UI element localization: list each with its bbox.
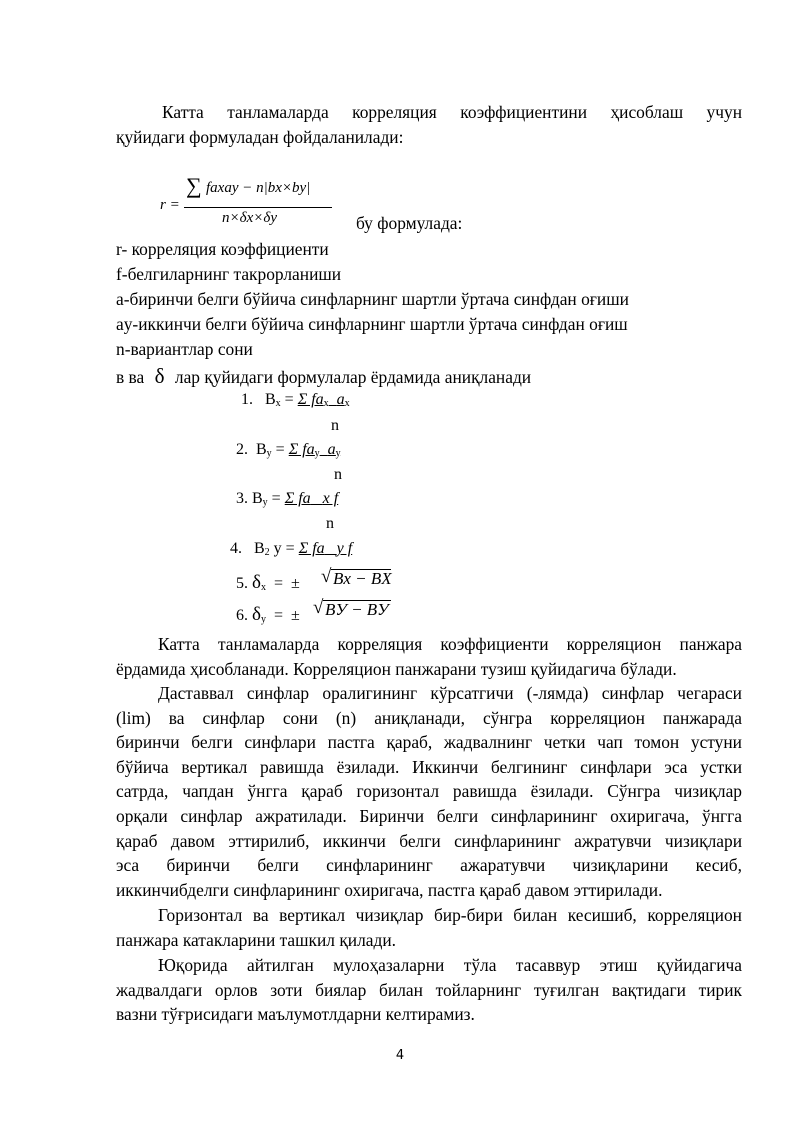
paragraph-correlation-grid — [116, 632, 742, 681]
paragraph-grid-construction — [116, 681, 742, 902]
paragraph-line: эса биринчи белги синфларининг ажаратувчи чизиқларини кесиб, — [116, 855, 742, 876]
formula-1-top-sub: x — [323, 398, 329, 409]
formula-2-eq: = — [275, 441, 285, 458]
intro-line-2: қуйидаги формуладан фойдаланилади: — [116, 126, 404, 147]
formula-numerator: faxay − n|bx×by| — [206, 180, 311, 196]
formula-4-number: 4. — [230, 540, 242, 557]
paragraph-grid-cells — [116, 903, 742, 952]
intro-line-1: Катта танламаларда корреляция коэффициентини ҳисоблаш учун — [162, 102, 742, 122]
formula-5-number: 5. — [236, 575, 248, 592]
formula-after-text: бу формулада: — [356, 213, 463, 233]
formula-5-eq: = — [273, 575, 283, 592]
formula-2-lhs-sub: y — [266, 448, 272, 459]
formula-lhs: r = — [160, 197, 180, 213]
formula-2-denominator: n — [334, 466, 342, 483]
formula-2-top2: a — [327, 441, 336, 458]
formula-6-number: 6. — [236, 607, 248, 624]
definition-a: a-биринчи белги бўйича синфларнинг шартли ўртача синфдан оғиши — [116, 289, 629, 309]
formula-3-eq: = — [271, 490, 281, 507]
paragraph-line: ёрдамида ҳисобланади. Корреляцион панжарани тузиш қуйидагича бўлади. — [116, 658, 677, 679]
formula-5-lhs-sub: x — [260, 582, 266, 593]
formula-2-number: 2. — [236, 441, 248, 458]
formula-1-number: 1. — [241, 391, 253, 408]
formula-3-lhs-sub: y — [262, 497, 268, 508]
formula-5-sqrt-icon: √ — [321, 566, 332, 587]
paragraph-line: жадвалдаги орлов зоти биялар билан тойларнинг туғилган вақтидаги тирик — [116, 979, 742, 1000]
paragraph-example-data — [116, 953, 742, 1027]
paragraph-line: Катта танламаларда корреляция коэффициенти корреляцион панжара — [158, 634, 742, 654]
formula-4-top2: y f — [336, 540, 353, 557]
formula-5-lhs: δ — [252, 572, 261, 593]
formula-2-top-sub: y — [314, 448, 320, 459]
formula-3-lhs: B — [252, 490, 263, 507]
formula-6-lhs: δ — [252, 604, 261, 625]
formula-1-top: Σ fa — [297, 391, 324, 408]
formula-sum-symbol: ∑ — [186, 173, 202, 198]
formula-1-denominator: n — [331, 417, 339, 434]
bva-prefix: в ва — [116, 367, 145, 387]
formula-4-lhs2: y — [273, 540, 282, 557]
definition-ay: ay-иккинчи белги бўйича синфларнинг шартли ўртача синфдан оғиш — [116, 314, 628, 334]
paragraph-line: Юқорида айтилган мулоҳазаларни тўла тасаввур этиш қуйидагича — [158, 955, 742, 975]
definition-f: f-белгиларнинг такрорланиши — [116, 264, 342, 284]
definition-r: r- корреляция коэффициенти — [116, 239, 329, 259]
formula-2-lhs: B — [256, 441, 267, 458]
formula-2-top: Σ fa — [288, 441, 315, 458]
paragraph-line: қараб давом эттирилиб, иккинчи белги синфларининг ажратувчи чизиқлари — [116, 830, 742, 851]
formula-6-eq: = — [273, 607, 283, 624]
formula-5-pm: ± — [290, 575, 300, 592]
formula-3-top2: x f — [322, 490, 339, 507]
paragraph-line: сатрда, чапдан ўнгга қараб горизонтал равишда ёзилади. Сўнгра чизиқлар — [116, 781, 742, 802]
bva-suffix: лар қуйидаги формулалар ёрдамида аниқланади — [174, 367, 532, 387]
page-number: 4 — [395, 1048, 405, 1063]
formula-1-lhs: B — [265, 391, 276, 408]
formula-3-top: Σ fa — [284, 490, 311, 507]
formula-4-eq: = — [285, 540, 295, 557]
paragraph-line: иккинчибделги синфларининг охиригача, пастга қараб давом эттирилади. — [116, 879, 663, 900]
paragraph-line: орқали синфлар ажратилади. Биринчи белги синфларининг охиригача, ўнгга — [116, 805, 742, 826]
paragraph-line: (lim) ва синфлар сони (n) аниқланади, сўнгра корреляцион панжарада — [116, 707, 742, 728]
intro-paragraph — [116, 100, 742, 149]
paragraph-line: бўйича вертикал равишда ёзилади. Иккинчи белгининг синфлари эса устки — [116, 756, 742, 777]
formula-1-lhs-sub: x — [275, 398, 281, 409]
formula-1-top2-sub: x — [344, 398, 350, 409]
formula-6-pm: ± — [290, 607, 300, 624]
b-and-delta-line — [116, 364, 531, 389]
formula-3-denominator: n — [326, 515, 334, 532]
formula-1-eq: = — [284, 391, 294, 408]
paragraph-line: вазни тўғрисидаги маълумотлдарни келтирамиз. — [116, 1004, 475, 1025]
formula-3-number: 3. — [236, 490, 248, 507]
paragraph-line: Горизонтал ва вертикал чизиқлар бир-бири билан кесишиб, корреляцион — [158, 905, 742, 925]
paragraph-line: панжара катакларини ташкил қилади. — [116, 929, 396, 950]
definition-n: n-вариантлар сони — [116, 339, 253, 359]
formula-5-radicand: Bx − BX — [333, 569, 392, 588]
formula-6-radicand: BУ − BУ — [325, 600, 389, 619]
formula-6-sqrt-icon: √ — [313, 597, 324, 618]
formula-1-top2: a — [336, 391, 345, 408]
formula-4-lhs: B — [254, 540, 265, 557]
formula-denominator: n×δx×δy — [222, 210, 278, 226]
paragraph-line: Даставвал синфлар оралигининг кўрсатгичи (-лямда) синфлар чегараси — [158, 683, 742, 703]
formula-2-top2-sub: y — [335, 448, 341, 459]
delta-symbol: δ — [154, 364, 165, 388]
formula-4-top: Σ fa — [298, 540, 325, 557]
formula-4-lhs-sub: 2 — [264, 547, 270, 558]
paragraph-line: биринчи белги синфлари пастга қараб, жадвалнинг четки чап томон устуни — [116, 732, 742, 753]
formula-6-lhs-sub: y — [260, 614, 266, 625]
formula-fraction-bar — [184, 207, 332, 208]
